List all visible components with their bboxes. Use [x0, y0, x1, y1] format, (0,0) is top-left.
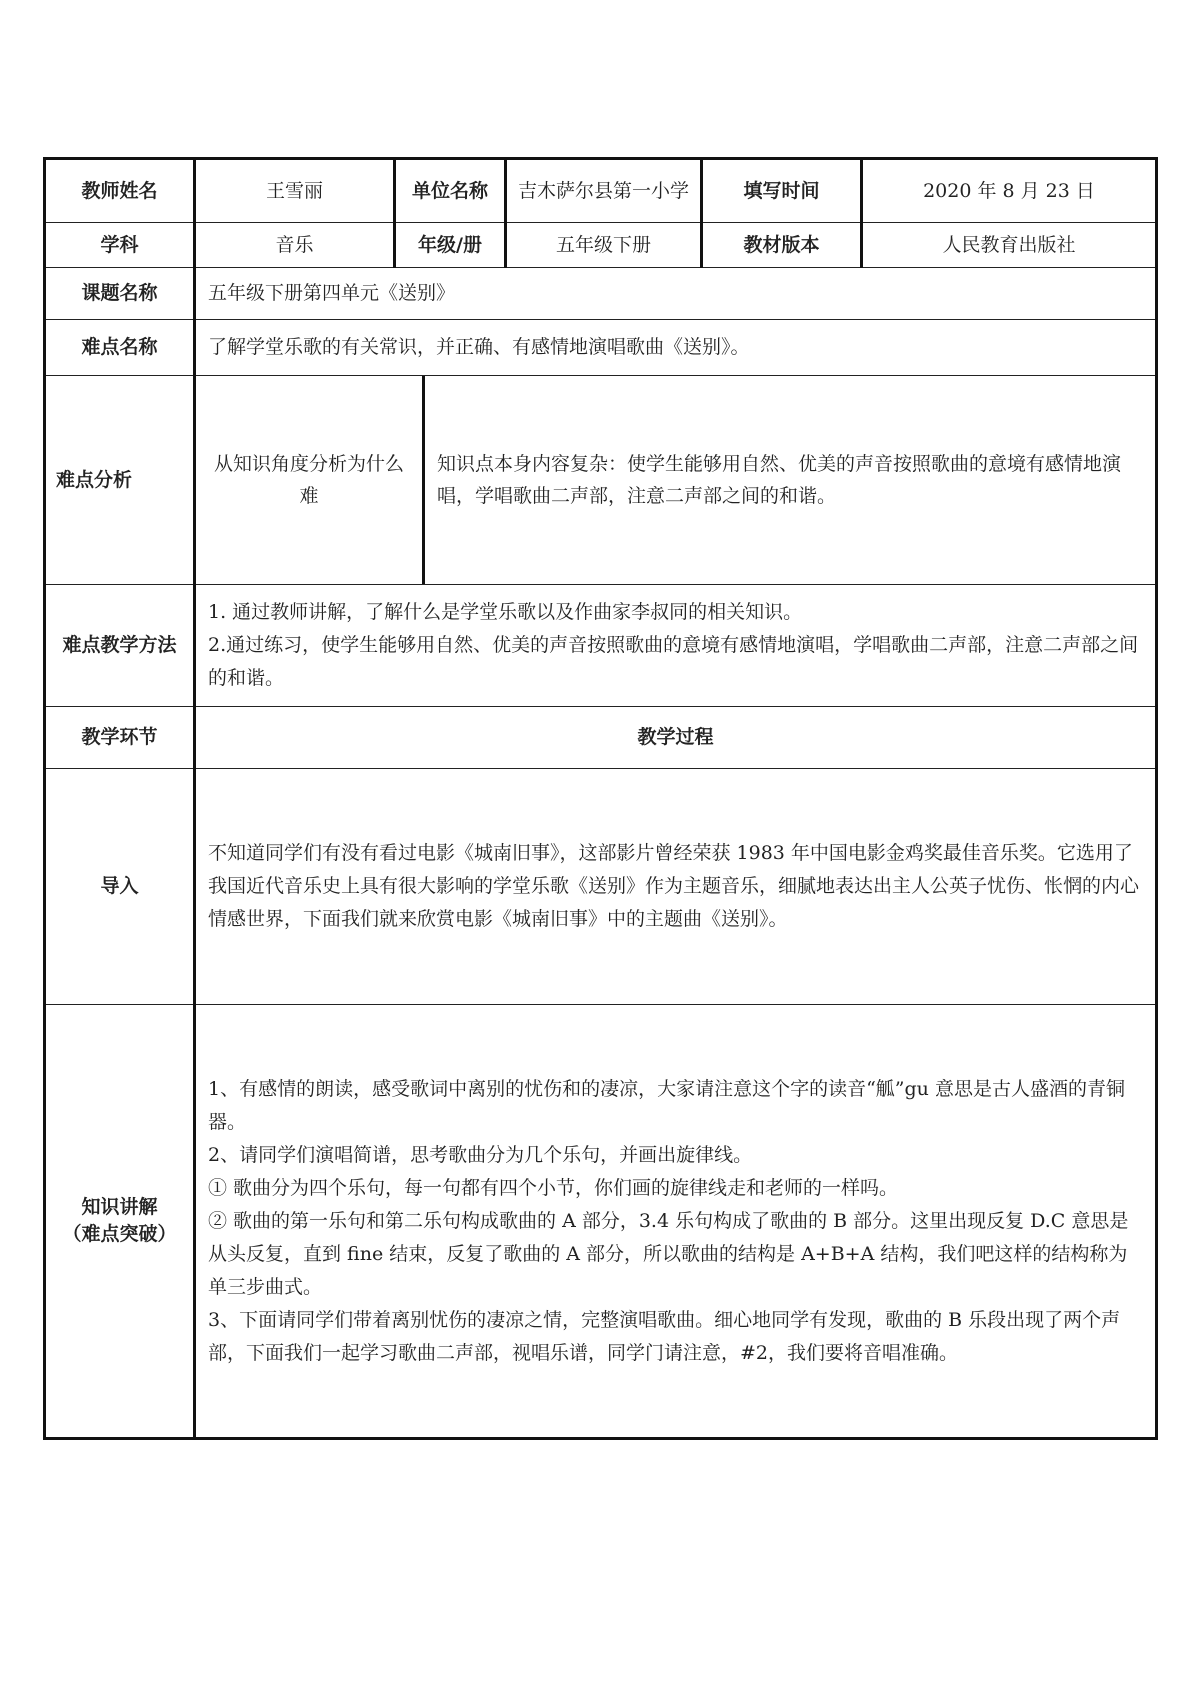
header-row-2 — [45, 223, 1157, 268]
method-label: 难点教学方法 — [45, 585, 195, 707]
topic-value: 五年级下册第四单元《送别》 — [195, 268, 1157, 320]
subject-label: 学科 — [45, 223, 195, 268]
stage-header: 教学环节 — [45, 707, 195, 769]
unit-name-label: 单位名称 — [395, 159, 506, 223]
intro-label: 导入 — [45, 769, 195, 1005]
analysis-answer: 知识点本身内容复杂：使学生能够用自然、优美的声音按照歌曲的意境有感情地演唱，学唱歌曲二声部，注意二声部之间的和谐。 — [437, 453, 1122, 507]
process-header: 教学过程 — [195, 707, 1157, 769]
analysis-question: 从知识角度分析为什么难 — [196, 376, 425, 584]
analysis-label: 难点分析 — [45, 376, 195, 585]
intro-row — [45, 769, 1157, 1005]
knowledge-paragraph-5: 3、下面请同学们带着离别忧伤的凄凉之情，完整演唱歌曲。细心地同学有发现，歌曲的 B 乐段出现了两个声部，下面我们一起学习歌曲二声部，视唱乐谱，同学门请注意，#2，我们要将音唱准确。 — [208, 1308, 1121, 1364]
knowledge-label-line-1: 知识讲解 — [81, 1196, 158, 1219]
header-row-1 — [45, 159, 1157, 223]
method-row — [45, 585, 1157, 707]
analysis-row — [45, 376, 1157, 585]
knowledge-paragraph-4: ② 歌曲的第一乐句和第二乐句构成歌曲的 A 部分，3.4 乐句构成了歌曲的 B 部分。这里出现反复 D.C 意思是从头反复，直到 fine 结束，反复了歌曲的 A 部分，所以歌曲的结构是 A+B+A 结构，我们吧这样的结构称为单三步曲式。 — [208, 1209, 1129, 1298]
difficulty-label: 难点名称 — [45, 320, 195, 376]
method-line-2: 2.通过练习，使学生能够用自然、优美的声音按照歌曲的意境有感情地演唱，学唱歌曲二声部，注意二声部之间的和谐。 — [208, 634, 1139, 689]
process-header-row — [45, 707, 1157, 769]
analysis-content — [195, 376, 1157, 585]
method-content — [195, 585, 1157, 707]
knowledge-paragraph-3: ① 歌曲分为四个乐句，每一句都有四个小节，你们画的旋律线走和老师的一样吗。 — [208, 1176, 899, 1199]
topic-label: 课题名称 — [45, 268, 195, 320]
method-line-1: 1. 通过教师讲解，了解什么是学堂乐歌以及作曲家李叔同的相关知识。 — [208, 601, 803, 623]
edition-label: 教材版本 — [702, 223, 862, 268]
grade-value: 五年级下册 — [506, 223, 702, 268]
knowledge-label-line-2: （难点突破） — [62, 1223, 177, 1245]
difficulty-value: 了解学堂乐歌的有关常识，并正确、有感情地演唱歌曲《送别》。 — [195, 320, 1157, 376]
intro-text: 不知道同学们有没有看过电影《城南旧事》，这部影片曾经荣获 1983 年中国电影金鸡奖最佳音乐奖。它选用了我国近代音乐史上具有很大影响的学堂乐歌《送别》作为主题音乐，细腻地表达出主人公英子忧伤、怅惘的内心情感世界，下面我们就来欣赏电影《城南旧事》中的主题曲《送别》。 — [195, 769, 1157, 1005]
subject-value: 音乐 — [195, 223, 395, 268]
difficulty-row — [45, 320, 1157, 376]
teacher-name-label: 教师姓名 — [45, 159, 195, 223]
edition-value: 人民教育出版社 — [862, 223, 1157, 268]
analysis-wrap — [196, 376, 1155, 584]
topic-row — [45, 268, 1157, 320]
teacher-name-value: 王雪丽 — [195, 159, 395, 223]
knowledge-label — [45, 1005, 195, 1439]
fill-date-value: 2020 年 8 月 23 日 — [862, 159, 1157, 223]
knowledge-paragraph-2: 2、请同学们演唱简谱，思考歌曲分为几个乐句，并画出旋律线。 — [208, 1143, 753, 1166]
knowledge-content — [195, 1005, 1157, 1439]
lesson-plan-table — [43, 157, 1158, 1440]
knowledge-row — [45, 1005, 1157, 1439]
fill-date-label: 填写时间 — [702, 159, 862, 223]
knowledge-paragraph-1: 1、有感情的朗读，感受歌词中离别的忧伤和的凄凉，大家请注意这个字的读音“觚”gu 意思是古人盛酒的青铜器。 — [208, 1077, 1125, 1133]
lesson-plan-sheet — [43, 157, 1155, 1440]
grade-label: 年级/册 — [395, 223, 506, 268]
unit-name-value: 吉木萨尔县第一小学 — [506, 159, 702, 223]
